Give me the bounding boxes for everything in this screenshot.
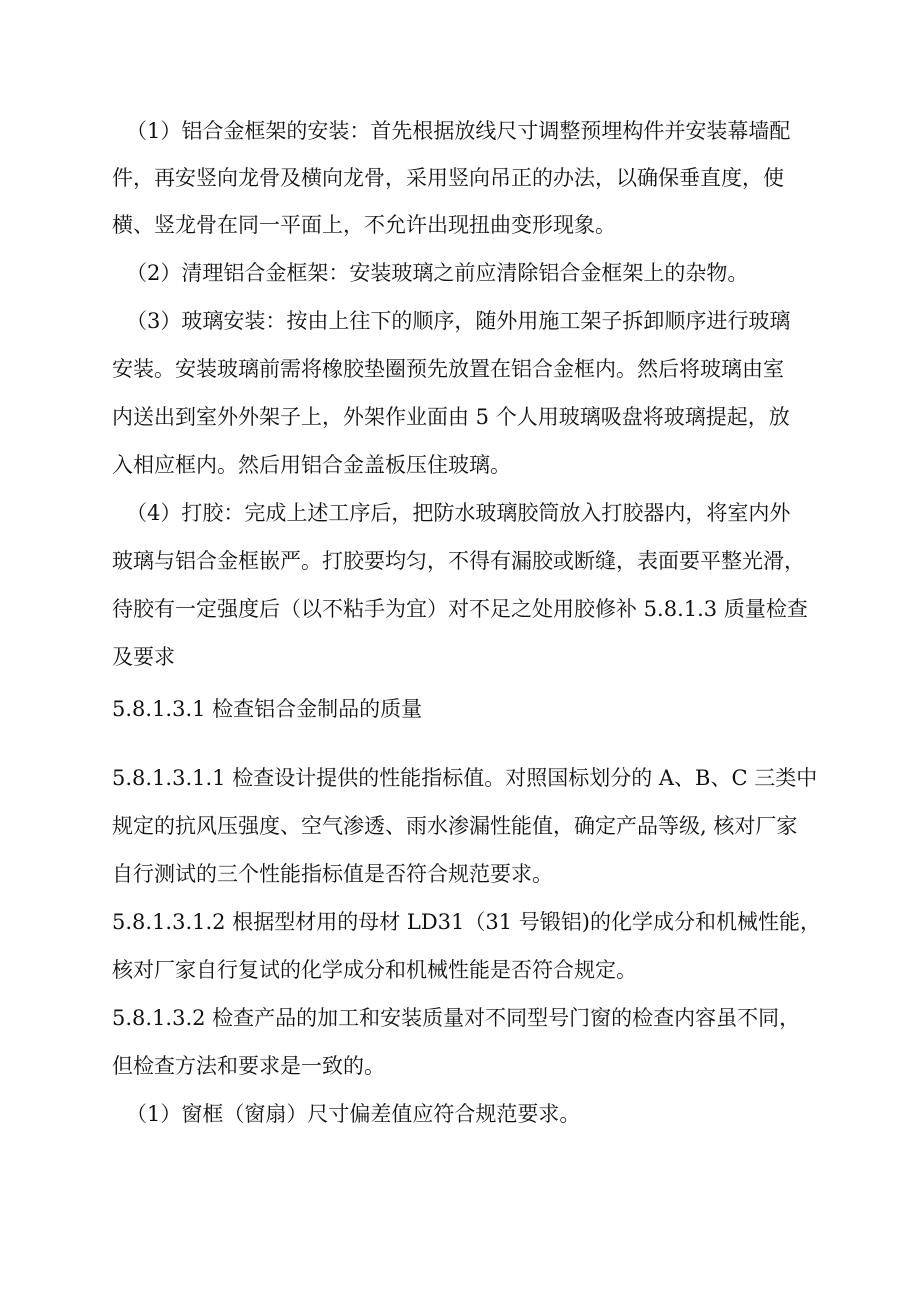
paragraph-line: 玻璃与铝合金框嵌严。打胶要均匀，不得有漏胶或断缝，表面要平整光滑，: [112, 549, 805, 573]
subsection-heading: 5.8.1.3.1.1 检查设计提供的性能指标值。对照国标划分的 A、B、C 三类中: [112, 766, 818, 790]
paragraph-line: 件，再安竖向龙骨及横向龙骨，采用竖向吊正的办法，以确保垂直度，使: [112, 166, 784, 190]
paragraph-line: 规定的抗风压强度、空气渗透、雨水渗漏性能值，确定产品等级, 核对厂家: [112, 814, 798, 838]
paragraph-line: 自行测试的三个性能指标值是否符合规范要求。: [112, 862, 553, 886]
paragraph-line: （3）玻璃安装：按由上往下的顺序，随外用施工架子拆卸顺序进行玻璃: [126, 309, 791, 333]
paragraph-line: 及要求: [112, 645, 175, 669]
paragraph-line: （1）铝合金框架的安装：首先根据放线尺寸调整预埋构件并安装幕墙配: [126, 119, 791, 143]
paragraph-line: 安装。安装玻璃前需将橡胶垫圈预先放置在铝合金框内。然后将玻璃由室: [112, 357, 784, 381]
paragraph-line: 横、竖龙骨在同一平面上，不允许出现扭曲变形现象。: [112, 213, 616, 237]
section-heading: 5.8.1.3.1 检查铝合金制品的质量: [112, 697, 423, 721]
paragraph-line: 入相应框内。然后用铝合金盖板压住玻璃。: [112, 453, 511, 477]
paragraph-line: （1）窗框（窗扇）尺寸偏差值应符合规范要求。: [126, 1102, 581, 1126]
paragraph-line: （4）打胶：完成上述工序后，把防水玻璃胶筒放入打胶器内，将室内外: [126, 501, 791, 525]
paragraph-line: （2）清理铝合金框架：安装玻璃之前应清除铝合金框架上的杂物。: [126, 261, 749, 285]
paragraph-line: 核对厂家自行复试的化学成分和机械性能是否符合规定。: [112, 958, 637, 982]
section-heading: 5.8.1.3.2 检查产品的加工和安装质量对不同型号门窗的检查内容虽不同，: [112, 1006, 801, 1030]
paragraph-line: 待胶有一定强度后（以不粘手为宜）对不足之处用胶修补 5.8.1.3 质量检查: [112, 597, 808, 621]
subsection-heading: 5.8.1.3.1.2 根据型材用的母材 LD31（31 号锻铝)的化学成分和机械性能，: [112, 910, 821, 934]
paragraph-line: 内送出到室外外架子上，外架作业面由 5 个人用玻璃吸盘将玻璃提起，放: [112, 405, 790, 429]
paragraph-line: 但检查方法和要求是一致的。: [112, 1054, 385, 1078]
